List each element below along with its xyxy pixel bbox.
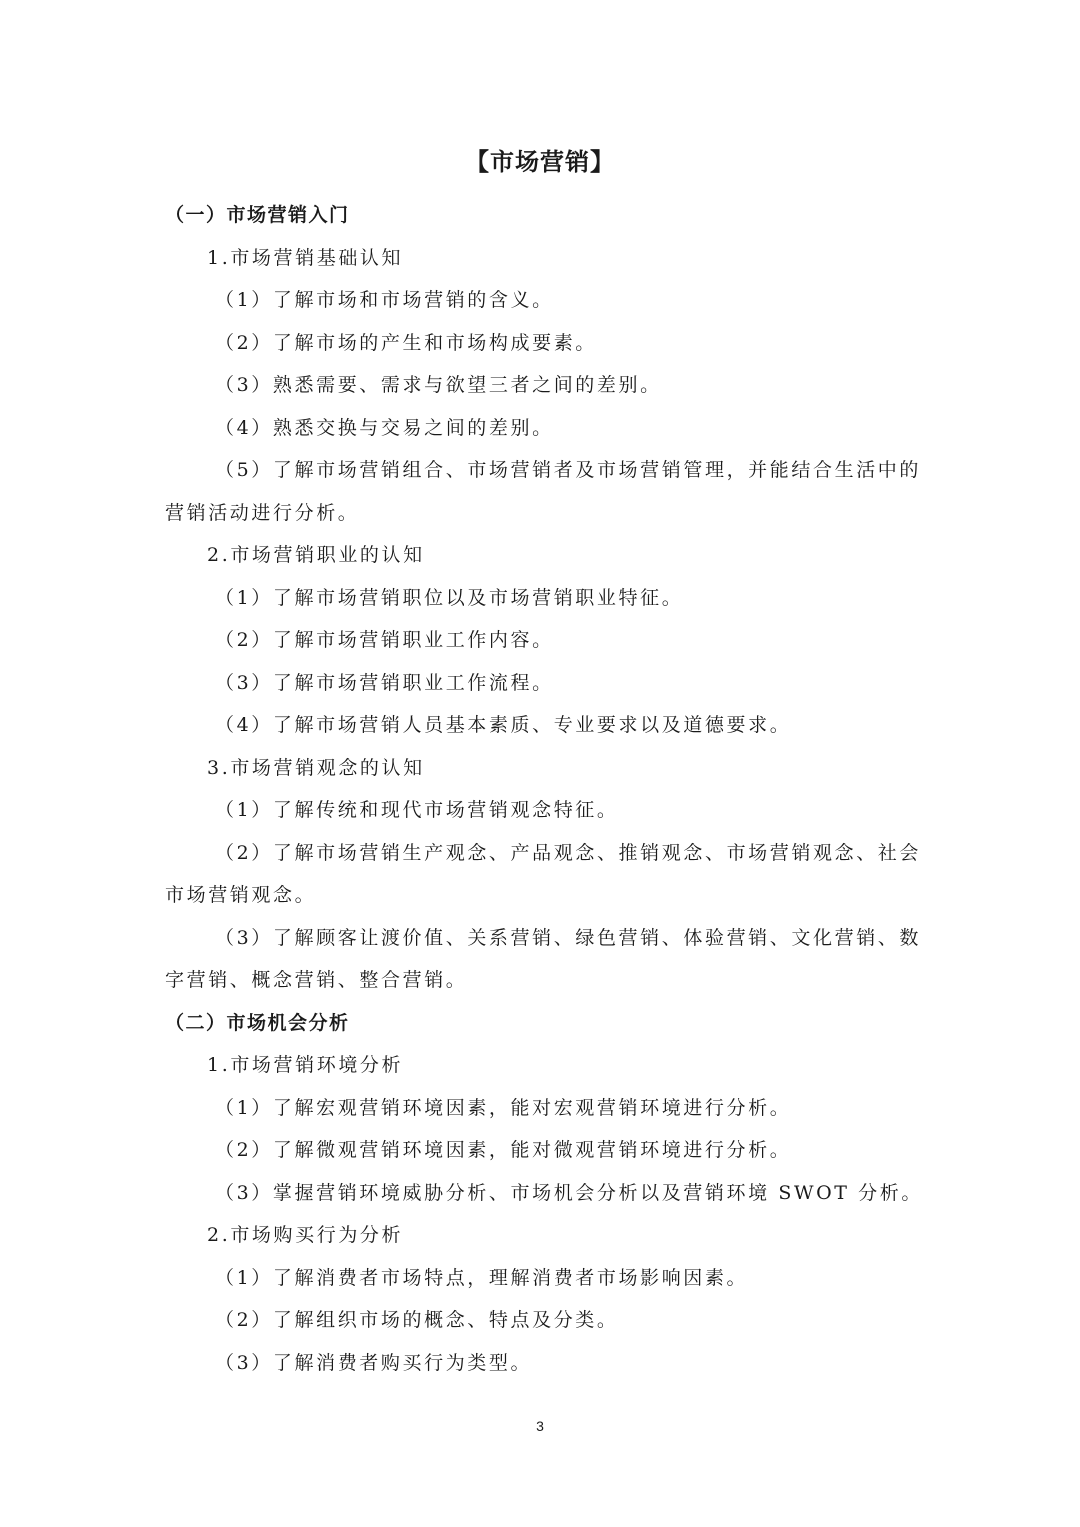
list-item: （2）了解市场营销职业工作内容。	[215, 629, 554, 651]
list-item: （2）了解组织市场的概念、特点及分类。	[215, 1309, 619, 1331]
subsection-heading: 3.市场营销观念的认知	[207, 756, 425, 779]
list-item: （1）了解消费者市场特点，理解消费者市场影响因素。	[215, 1266, 749, 1289]
list-item: （3）了解消费者购买行为类型。	[215, 1351, 533, 1374]
subsection-heading: 2.市场购买行为分析	[207, 1224, 404, 1246]
list-item: （4）熟悉交换与交易之间的差别。	[215, 416, 554, 439]
document-body	[165, 194, 921, 1384]
list-item: （4）了解市场营销人员基本素质、专业要求以及道德要求。	[215, 714, 792, 736]
page-number: 3	[536, 1418, 544, 1434]
list-item: （3）熟悉需要、需求与欲望三者之间的差别。	[215, 374, 662, 396]
section-heading: （一）市场营销入门	[165, 204, 350, 226]
list-item: （1）了解市场和市场营销的含义。	[215, 289, 554, 311]
list-item: （2）了解微观营销环境因素，能对微观营销环境进行分析。	[215, 1139, 792, 1161]
subsection-heading: 2.市场营销职业的认知	[207, 544, 425, 566]
list-item: （1）了解宏观营销环境因素，能对宏观营销环境进行分析。	[215, 1096, 792, 1119]
subsection-heading: 1.市场营销环境分析	[207, 1054, 404, 1076]
list-item: （3）掌握营销环境威胁分析、市场机会分析以及营销环境 SWOT 分析。	[215, 1181, 923, 1204]
list-item: （3）了解市场营销职业工作流程。	[215, 671, 554, 694]
list-item: （1）了解市场营销职位以及市场营销职业特征。	[215, 586, 684, 609]
list-item: （2）了解市场的产生和市场构成要素。	[215, 331, 597, 354]
list-item: （3）了解顾客让渡价值、关系营销、绿色营销、体验营销、文化营销、数字营销、概念营销、整合营销。	[165, 926, 921, 991]
list-item: （2）了解市场营销生产观念、产品观念、推销观念、市场营销观念、社会市场营销观念。	[165, 841, 921, 906]
section-heading: （二）市场机会分析	[165, 1011, 350, 1034]
list-item: （5）了解市场营销组合、市场营销者及市场营销管理，并能结合生活中的营销活动进行分析。	[165, 459, 921, 524]
list-item: （1）了解传统和现代市场营销观念特征。	[215, 799, 619, 821]
page-title: 【市场营销】	[465, 148, 615, 176]
subsection-heading: 1.市场营销基础认知	[207, 246, 404, 269]
